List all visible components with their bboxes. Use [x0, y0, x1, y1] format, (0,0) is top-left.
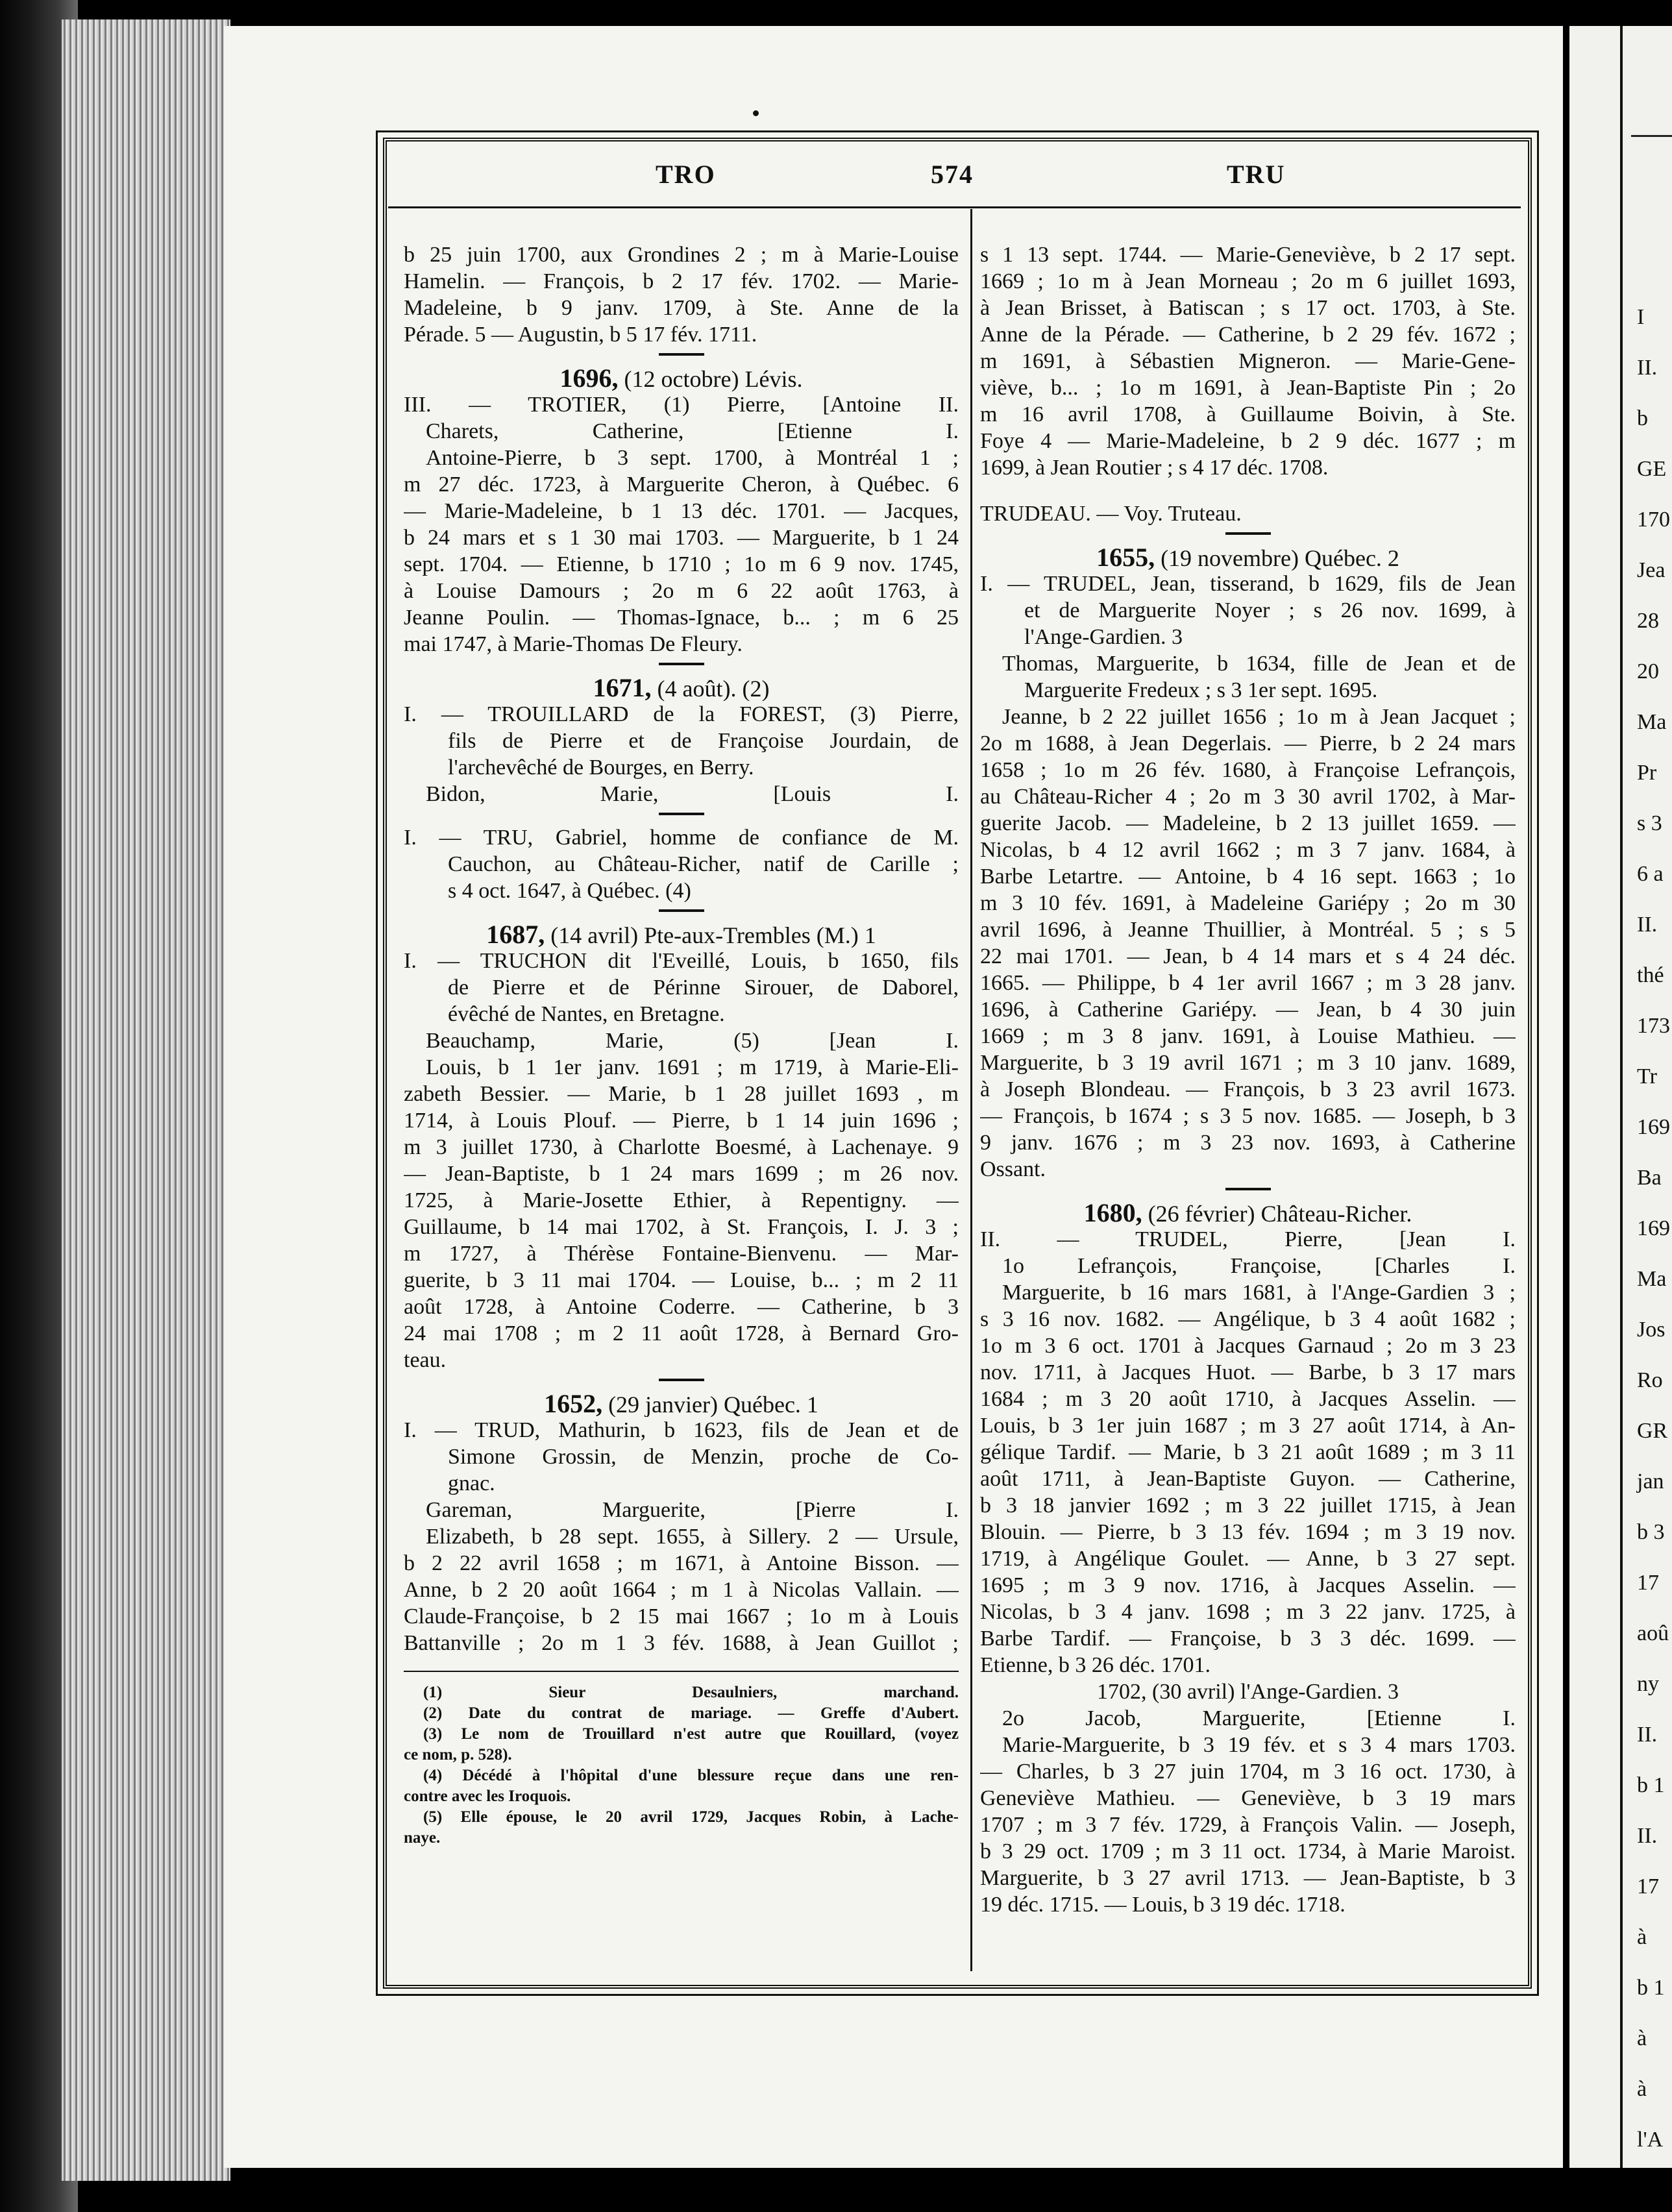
- text-line: fils de Pierre et de Françoise Jourdain, de: [448, 729, 959, 753]
- text-line: Nicolas, b 3 4 janv. 1698 ; m 3 22 janv. 1725, à: [980, 1600, 1516, 1624]
- facing-page-fragment: à: [1637, 2077, 1647, 2101]
- text-line: Marie-Marguerite, b 3 19 fév. et s 3 4 mars 1703.: [1002, 1733, 1516, 1757]
- text-line: 1o Lefrançois, Françoise, [Charles I.: [1002, 1254, 1516, 1278]
- text-line: b 2 22 avril 1658 ; m 1671, à Antoine Bisson. —: [404, 1551, 959, 1575]
- facing-page-fragment: GR: [1637, 1419, 1668, 1443]
- text-line: 1684 ; m 3 20 août 1710, à Jacques Asselin. —: [980, 1387, 1516, 1411]
- text-line: Antoine-Pierre, b 3 sept. 1700, à Montréal 1 ;: [426, 446, 959, 470]
- facing-page-fragment: Tr: [1637, 1064, 1657, 1088]
- column-separator: [970, 209, 972, 1971]
- facing-page-fragment: GE: [1637, 457, 1667, 481]
- text-line: 1669 ; 1o m à Jean Morneau ; 2o m 6 juillet 1693,: [980, 269, 1516, 293]
- text-line: Pérade. 5 — Augustin, b 5 17 fév. 1711.: [404, 323, 757, 347]
- facing-page-fragment: 28: [1637, 609, 1659, 633]
- facing-page-fragment: Ba: [1637, 1166, 1662, 1190]
- text-line: août 1711, à Jean-Baptiste Guyon. — Catherine,: [980, 1467, 1516, 1491]
- text-line: Barbe Letartre. — Antoine, b 4 16 sept. 1663 ; 1o: [980, 865, 1516, 889]
- footnote-line: (5) Elle épouse, le 20 avril 1729, Jacques Robin, à Lache-: [423, 1808, 959, 1826]
- text-line: Geneviève Mathieu. — Geneviève, b 3 19 mars: [980, 1786, 1516, 1810]
- section-divider: [659, 1379, 704, 1386]
- right-column: [980, 241, 1516, 1918]
- text-line: guerite Jacob. — Madeleine, b 2 13 juillet 1659. —: [980, 811, 1516, 835]
- text-line: Louis, b 3 1er juin 1687 ; m 3 27 août 1714, à An-: [980, 1414, 1516, 1438]
- facing-page-fragment: 169: [1637, 1216, 1670, 1240]
- section-divider: [659, 663, 704, 670]
- text-line: 1714, à Louis Plouf. — Pierre, b 1 14 juin 1696 ;: [404, 1109, 959, 1133]
- facing-page-fragment: ny: [1637, 1672, 1659, 1696]
- text-line: — François, b 1674 ; s 3 5 nov. 1685. — Joseph, b 3: [980, 1104, 1516, 1128]
- text-line: — Charles, b 3 27 juin 1704, m 3 16 oct. 1730, à: [980, 1760, 1516, 1784]
- marriage-place: (26 février) Château-Richer.: [1142, 1201, 1412, 1226]
- text-line: teau.: [404, 1348, 447, 1372]
- text-line: Marguerite, b 3 27 avril 1713. — Jean-Baptiste, b 3: [980, 1866, 1516, 1890]
- header-left: TRO: [656, 160, 716, 189]
- text-line: Simone Grossin, de Menzin, proche de Co-: [448, 1445, 959, 1469]
- facing-page-fragment: II.: [1637, 356, 1658, 380]
- text-line: 1669 ; m 3 8 janv. 1691, à Louise Mathieu. —: [980, 1024, 1516, 1048]
- text-line: m 1691, à Sébastien Migneron. — Marie-Gene-: [980, 349, 1516, 373]
- footnote-line: (3) Le nom de Trouillard n'est autre que Rouillard, (voyez: [423, 1725, 959, 1743]
- facing-page-fragment: II.: [1637, 1723, 1658, 1747]
- text-line: Marguerite, b 3 19 avril 1671 ; m 3 10 janv. 1689,: [980, 1051, 1516, 1075]
- facing-page-fragment: l'A: [1637, 2128, 1664, 2152]
- text-line: 2o Jacob, Marguerite, [Etienne I.: [1002, 1706, 1516, 1730]
- text-line: à Jean Brisset, à Batiscan ; s 17 oct. 1703, à Ste.: [980, 296, 1516, 320]
- text-line: Claude-Françoise, b 2 15 mai 1667 ; 1o m à Louis: [404, 1604, 959, 1628]
- text-line: Marguerite Fredeux ; s 3 1er sept. 1695.: [1024, 678, 1378, 702]
- text-line: Foye 4 — Marie-Madeleine, b 2 9 déc. 1677 ; m: [980, 429, 1516, 453]
- text-line: Jeanne Poulin. — Thomas-Ignace, b... ; m 6 25: [404, 606, 959, 630]
- text-line: évêché de Nantes, en Bretagne.: [448, 1002, 725, 1026]
- facing-page-fragment: Jea: [1637, 558, 1666, 582]
- text-line: Anne de la Pérade. — Catherine, b 2 29 fév. 1672 ;: [980, 323, 1516, 347]
- text-line: Nicolas, b 4 12 avril 1662 ; m 3 7 janv. 1684, à: [980, 838, 1516, 862]
- text-line: août 1728, à Antoine Coderre. — Catherine, b 3: [404, 1295, 959, 1319]
- marriage-place: (14 avril) Pte-aux-Trembles (M.) 1: [545, 922, 876, 948]
- facing-page-fragment: 6 a: [1637, 862, 1664, 886]
- footnote-line: (1) Sieur Desaulniers, marchand.: [423, 1684, 959, 1701]
- section-divider: [659, 909, 704, 917]
- facing-page-fragment: b 1: [1637, 1773, 1665, 1797]
- text-line: I. — TRU, Gabriel, homme de confiance de M.: [404, 826, 959, 850]
- text-line: b 3 29 oct. 1709 ; m 3 11 oct. 1734, à Marie Maroist.: [980, 1839, 1516, 1863]
- text-line: Jeanne, b 2 22 juillet 1656 ; 1o m à Jean Jacquet ;: [1002, 705, 1516, 729]
- text-line: 1665. — Philippe, b 4 1er avril 1667 ; m 3 28 janv.: [980, 971, 1516, 995]
- text-line: à Louise Damours ; 2o m 6 22 août 1763, à: [404, 579, 959, 603]
- footnote-line: contre avec les Iroquois.: [404, 1788, 571, 1805]
- text-line: s 3 16 nov. 1682. — Angélique, b 3 4 août 1682 ;: [980, 1307, 1516, 1331]
- text-line: I. — TRUCHON dit l'Eveillé, Louis, b 1650, fils: [404, 949, 959, 973]
- facing-page-fragment: Pr: [1637, 761, 1657, 785]
- text-line: 1696, à Catherine Gariépy. — Jean, b 4 30 juin: [980, 998, 1516, 1022]
- left-column: [404, 241, 959, 1849]
- text-line: 1719, à Angélique Goulet. — Anne, b 3 27 sept.: [980, 1547, 1516, 1571]
- footnote-line: (2) Date du contrat de mariage. — Greffe d'Aubert.: [423, 1704, 959, 1722]
- text-line: Bidon, Marie, [Louis I.: [426, 782, 959, 806]
- marriage-place: (12 octobre) Lévis.: [618, 366, 803, 391]
- text-line: guerite, b 3 11 mai 1704. — Louise, b... ; m 2 11: [404, 1268, 959, 1292]
- text-line: TRUDEAU. — Voy. Truteau.: [980, 502, 1242, 526]
- facing-page-edge: [1569, 26, 1672, 2168]
- text-line: 1707 ; m 3 7 fév. 1729, à François Valin. — Joseph,: [980, 1813, 1516, 1837]
- facing-page-fragment: 173: [1637, 1014, 1670, 1038]
- text-line: zabeth Bessier. — Marie, b 1 28 juillet 1693 , m: [404, 1082, 959, 1106]
- footnote-rule: [404, 1671, 959, 1672]
- facing-page-fragment: b 3: [1637, 1520, 1665, 1544]
- text-line: 1725, à Marie-Josette Ethier, à Repentigny. —: [404, 1188, 959, 1212]
- text-line: Ossant.: [980, 1157, 1046, 1181]
- text-line: 9 janv. 1676 ; m 3 23 nov. 1693, à Catherine: [980, 1131, 1516, 1155]
- text-line: Etienne, b 3 26 déc. 1701.: [980, 1653, 1211, 1677]
- text-line: Guillaume, b 14 mai 1702, à St. François, I. J. 3 ;: [404, 1215, 959, 1239]
- text-line: Thomas, Marguerite, b 1634, fille de Jean et de: [1002, 652, 1516, 676]
- text-line: m 1727, à Thérèse Fontaine-Bienvenu. — Mar-: [404, 1242, 959, 1266]
- facing-page-fragment: 20: [1637, 659, 1659, 683]
- text-line: Blouin. — Pierre, b 3 13 fév. 1694 ; m 3 19 nov.: [980, 1520, 1516, 1544]
- text-line: m 27 déc. 1723, à Marguerite Cheron, à Québec. 6: [404, 473, 959, 497]
- section-divider: [659, 813, 704, 820]
- text-line: s 4 oct. 1647, à Québec. (4): [448, 879, 691, 903]
- text-line: Gareman, Marguerite, [Pierre I.: [426, 1498, 959, 1522]
- text-line: b 3 18 janvier 1692 ; m 3 22 juillet 1715, à Jean: [980, 1493, 1516, 1518]
- text-line: sept. 1704. — Etienne, b 1710 ; 1o m 6 9 nov. 1745,: [404, 552, 959, 576]
- marriage-date-heading: [404, 921, 959, 948]
- text-line: — Jean-Baptiste, b 1 24 mars 1699 ; m 26 nov.: [404, 1162, 959, 1186]
- section-divider: [1225, 532, 1271, 540]
- text-line: à Joseph Blondeau. — François, b 3 23 avril 1673.: [980, 1077, 1516, 1101]
- text-line: I. — TROUILLARD de la FOREST, (3) Pierre,: [404, 702, 959, 726]
- facing-page-fragment: Ma: [1637, 710, 1667, 734]
- text-line: Hamelin. — François, b 2 17 fév. 1702. — Marie-: [404, 269, 959, 293]
- facing-page-border: [1620, 26, 1623, 2168]
- text-line: m 3 10 fév. 1691, à Madeleine Gariépy ; 2o m 30: [980, 891, 1516, 915]
- text-line: avril 1696, à Jeanne Thuillier, à Montréal. 5 ; s 5: [980, 918, 1516, 942]
- text-line: Elizabeth, b 28 sept. 1655, à Sillery. 2 — Ursule,: [426, 1525, 959, 1549]
- text-line: l'Ange-Gardien. 3: [1024, 625, 1183, 649]
- marriage-year: 1652,: [544, 1390, 603, 1417]
- footnote-line: (4) Décédé à l'hôpital d'une blessure reçue dans une ren-: [423, 1767, 959, 1784]
- facing-page-fragment: Jos: [1637, 1318, 1666, 1342]
- text-line: gnac.: [448, 1471, 495, 1495]
- text-line: au Château-Richer 4 ; 2o m 3 30 avril 1702, à Mar-: [980, 785, 1516, 809]
- text-line: I. — TRUD, Mathurin, b 1623, fils de Jean et de: [404, 1418, 959, 1442]
- text-line: s 1 13 sept. 1744. — Marie-Geneviève, b 2 17 sept.: [980, 243, 1516, 267]
- text-line: Marguerite, b 16 mars 1681, à l'Ange-Gardien 3 ;: [1002, 1281, 1516, 1305]
- text-line: 19 déc. 1715. — Louis, b 3 19 déc. 1718.: [980, 1893, 1346, 1917]
- text-line: Anne, b 2 20 août 1664 ; m 1 à Nicolas Vallain. —: [404, 1578, 959, 1602]
- header-rule: [388, 206, 1521, 208]
- text-line: Battanville ; 2o m 1 3 fév. 1688, à Jean Guillot ;: [404, 1631, 959, 1655]
- marriage-date-heading: [980, 544, 1516, 571]
- facing-page-fragment: s 3: [1637, 811, 1662, 835]
- marriage-date-heading: [404, 365, 959, 391]
- text-line: 1695 ; m 3 9 nov. 1716, à Jacques Asselin. —: [980, 1573, 1516, 1597]
- page-edges: [62, 19, 230, 2181]
- text-line: Charets, Catherine, [Etienne I.: [426, 419, 959, 443]
- facing-page-fragment: II.: [1637, 1824, 1658, 1848]
- facing-page-fragment: thé: [1637, 963, 1664, 987]
- text-line: 1699, à Jean Routier ; s 4 17 déc. 1708.: [980, 456, 1329, 480]
- marriage-place: (19 novembre) Québec. 2: [1155, 545, 1399, 571]
- marriage-year: 1655,: [1096, 544, 1155, 571]
- text-line: nov. 1711, à Jacques Huot. — Barbe, b 3 17 mars: [980, 1360, 1516, 1384]
- facing-page-fragment: I: [1637, 305, 1645, 329]
- marriage-date-heading: [980, 1199, 1516, 1226]
- text-line: viève, b... ; 1o m 1691, à Jean-Baptiste Pin ; 2o: [980, 376, 1516, 400]
- marriage-place: (29 janvier) Québec. 1: [602, 1392, 818, 1417]
- facing-page-rule: [1631, 135, 1672, 137]
- text-line: II. — TRUDEL, Pierre, [Jean I.: [980, 1227, 1516, 1251]
- text-line: Louis, b 1 1er janv. 1691 ; m 1719, à Marie-Eli-: [426, 1055, 959, 1079]
- header-right: TRU: [1227, 160, 1286, 189]
- facing-page-fragment: b: [1637, 406, 1648, 430]
- text-line: b 24 mars et s 1 30 mai 1703. — Marguerite, b 1 24: [404, 526, 959, 550]
- marriage-date-heading: [404, 1390, 959, 1417]
- marriage-year: 1671,: [593, 674, 652, 701]
- footnote-line: naye.: [404, 1829, 441, 1847]
- text-line: Beauchamp, Marie, (5) [Jean I.: [426, 1029, 959, 1053]
- marriage-place: (4 août). (2): [651, 676, 770, 701]
- facing-page-fragment: II.: [1637, 913, 1658, 937]
- facing-page-fragment: à: [1637, 1925, 1647, 1949]
- marriage-year: 1680,: [1083, 1199, 1142, 1226]
- text-line: — Marie-Madeleine, b 1 13 déc. 1701. — Jacques,: [404, 499, 959, 523]
- facing-page-fragment: b 1: [1637, 1976, 1665, 2000]
- facing-page-fragment: Ro: [1637, 1368, 1663, 1392]
- marriage-year: 1696,: [559, 365, 619, 391]
- text-line: m 3 juillet 1730, à Charlotte Boesmé, à Lachenaye. 9: [404, 1135, 959, 1159]
- facing-page-fragment: 17: [1637, 1874, 1659, 1899]
- marriage-year: 1687,: [486, 921, 545, 948]
- text-line: 22 mai 1701. — Jean, b 4 14 mars et s 4 24 déc.: [980, 944, 1516, 968]
- text-line: b 25 juin 1700, aux Grondines 2 ; m à Marie-Louise: [404, 243, 959, 267]
- text-line: gélique Tardif. — Marie, b 3 21 août 1689 ; m 3 11: [980, 1440, 1516, 1464]
- text-line: et de Marguerite Noyer ; s 26 nov. 1699, à: [1024, 598, 1516, 622]
- text-line: 2o m 1688, à Jean Degerlais. — Pierre, b 2 24 mars: [980, 731, 1516, 756]
- facing-page-fragment: 17: [1637, 1571, 1659, 1595]
- page-number: 574: [931, 160, 974, 189]
- facing-page-fragment: à: [1637, 2026, 1647, 2050]
- text-line: Cauchon, au Château-Richer, natif de Carille ;: [448, 852, 959, 876]
- section-divider: [659, 353, 704, 361]
- facing-page-fragment: aoû: [1637, 1621, 1669, 1645]
- text-line: de Pierre et de Périnne Sirouer, de Daborel,: [448, 976, 959, 1000]
- text-line: m 16 avril 1708, à Guillaume Boivin, à Ste.: [980, 402, 1516, 426]
- facing-page-fragment: 169: [1637, 1115, 1670, 1139]
- text-line: Madeleine, b 9 janv. 1709, à Ste. Anne de la: [404, 296, 959, 320]
- footnotes: [404, 1682, 959, 1849]
- marriage-date-heading: [404, 674, 959, 701]
- facing-page-fragment: 170: [1637, 508, 1670, 532]
- section-divider: [1225, 1188, 1271, 1196]
- text-line: 1o m 3 6 oct. 1701 à Jacques Garnaud ; 2o m 3 23: [980, 1334, 1516, 1358]
- spacer: [980, 481, 1516, 500]
- text-line: III. — TROTIER, (1) Pierre, [Antoine II.: [404, 393, 959, 417]
- facing-page-fragment: Ma: [1637, 1267, 1667, 1291]
- text-line: Barbe Tardif. — Françoise, b 3 3 déc. 1699. —: [980, 1627, 1516, 1651]
- text-line: 1702, (30 avril) l'Ange-Gardien. 3: [1097, 1680, 1399, 1704]
- facing-page-fragment: jan: [1637, 1469, 1664, 1493]
- text-line: l'archevêché de Bourges, en Berry.: [448, 756, 754, 780]
- ink-speck: [753, 110, 759, 116]
- footnote-line: ce nom, p. 528).: [404, 1746, 512, 1763]
- text-line: mai 1747, à Marie-Thomas De Fleury.: [404, 632, 743, 656]
- text-line: I. — TRUDEL, Jean, tisserand, b 1629, fils de Jean: [980, 572, 1516, 596]
- text-line: 24 mai 1708 ; m 2 11 août 1728, à Bernard Gro-: [404, 1321, 959, 1346]
- text-line: 1658 ; 1o m 26 fév. 1680, à Françoise Lefrançois,: [980, 758, 1516, 782]
